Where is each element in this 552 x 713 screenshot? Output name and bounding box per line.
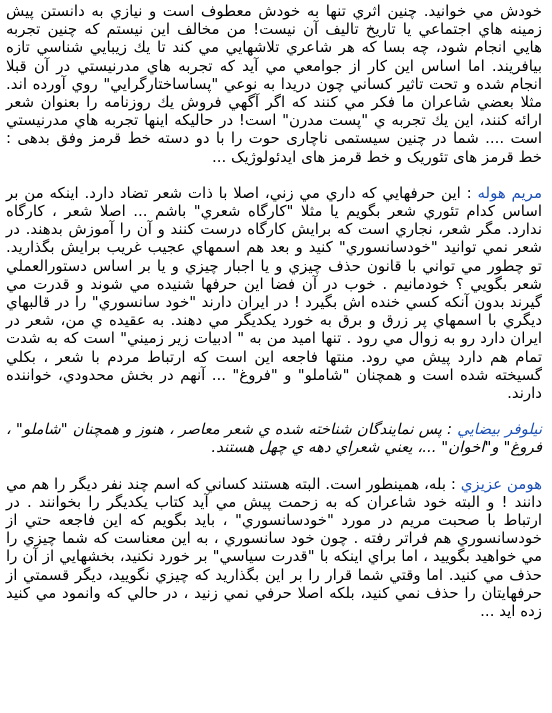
paragraph-spacer — [6, 166, 542, 184]
paragraph-text: : بله، همينطور است. البته هستند كساني كه اسم چند نفر ديگر را هم مي دانند ! و البته خود شاعران كه به زحمت پيش مي آيد كتاب يكديگر را بخوانند . در ارتباط با صحبت مريم در مورد "خودسانسوري" ، بايد بگويم كه اين فاجعه حتي از خودسانسوري هم فراتر رفته . چون خود سانسوري ، به اين معناست كه شما چيزي را مي خواهيد بگوييد ، اما براي اينكه با "قدرت سياسي" بر خورد نكنيد، بخشهايي از آن را حذف مي كنيد. اما وقتي شما قرار را بر اين بگذاريد كه چيزي نگوييد، ديگر قسمتي از حرفهايتان را حذف نمي كنيد، بلكه اصلا حرفي نمي زنيد ، در حالي كه وانمود مي كنيد زده ايد ... — [6, 474, 542, 621]
speaker-name: نيلوفر بيضايي — [457, 420, 542, 439]
paragraph-intro — [6, 2, 542, 166]
paragraph-spacer — [6, 457, 542, 475]
speaker-name: مريم هوله — [477, 183, 542, 202]
paragraph-niloofar — [6, 420, 542, 456]
paragraph-maryam — [6, 184, 542, 402]
speaker-name: هومن عزيزي — [460, 474, 543, 493]
paragraph-hooman — [6, 475, 542, 621]
paragraph-spacer — [6, 402, 542, 420]
paragraph-text: خودش مي خوانيد. چنين اثري تنها به خودش معطوف است و نيازي به دانستن پيش زمينه هاي اجتماعي يا تاريخ تاليف آن نيست! من مخالف اين نيستم كه چنين تجربه هايي انجام شود، چه بسا كه هر شاعري تلاشهايي مي كند تا يك زيبايي شناسي تازه بيافريند. اما اساس اين كار از جوامعي مي آيد كه تجربه هاي مدرنيستي در آن قبلا انجام شده و تحت تاثير كساني چون دريدا به نوعي "پساساختارگرايي" روي آورده اند. مثلا بعضي شاعران ما فكر مي كنند كه اگر آگهي فروش يك روزنامه را بعنوان شعر ارائه كنند، اين يك تجربه ي "پست مدرن" است! در حاليكه اينها تجربه هاي مدرنيستي است .... شما در چنين سيستمی ناچاری حوت را با دو دسته خط قرمز وفق بدهی : خط قرمز های تئوریک و خط قرمز های ایدئولوژیک ... — [6, 2, 542, 166]
paragraph-text: : پس نمايندگان شناخته شده ي شعر معاصر ، هنوز و همچنان "شاملو" ، فروغ" و"اخوان" ...، يعني شعراي دهه ي چهل هستند. — [6, 420, 542, 457]
paragraph-text: : اين حرفهايي كه داري مي زني، اصلا با ذات شعر تضاد دارد. اينكه من بر اساس كدام تئوري شعر بگويم يا مثلا "كارگاه شعري" باشم ... اصلا شعر ، كارگاه ندارد. مگر شعر، نجاري است كه برايش كارگاه درست كنند و آن را آموزش بدهند. در شعر نمي توانيد "خودسانسوري" كنيد و بعد هم اسمهاي عجيب غريب برايش بگذاريد. تو چطور مي تواني با قانون حذف چيزي و يا اجبار چيزي و يا بر اساس دستورالعملي شعر بگويي ؟ خودمانيم . خوب در آن فضا اين حرفها شنيده مي شوند و قدرت مي گيرند بدون آنكه كسي خنده اش بگيرد ! در ايران دارند "خود سانسوري" را در قالبهاي ديگري با اسمهاي پر زرق و برق به خورد يكديگر مي دهند. به عقيده ي من، شعر در ايران دارد رو به زوال مي رود . تنها اميد من به " ادبيات زير زميني" است كه به شدت تمام هم دارد پيش مي رود. منتها فاجعه اين است كه ارتباط مردم با شعر ، بكلي گسيخته شده است و همچنان "شاملو" و "فروغ" ... آنهم در بخش محدودي، خواننده دارند. — [6, 183, 542, 403]
